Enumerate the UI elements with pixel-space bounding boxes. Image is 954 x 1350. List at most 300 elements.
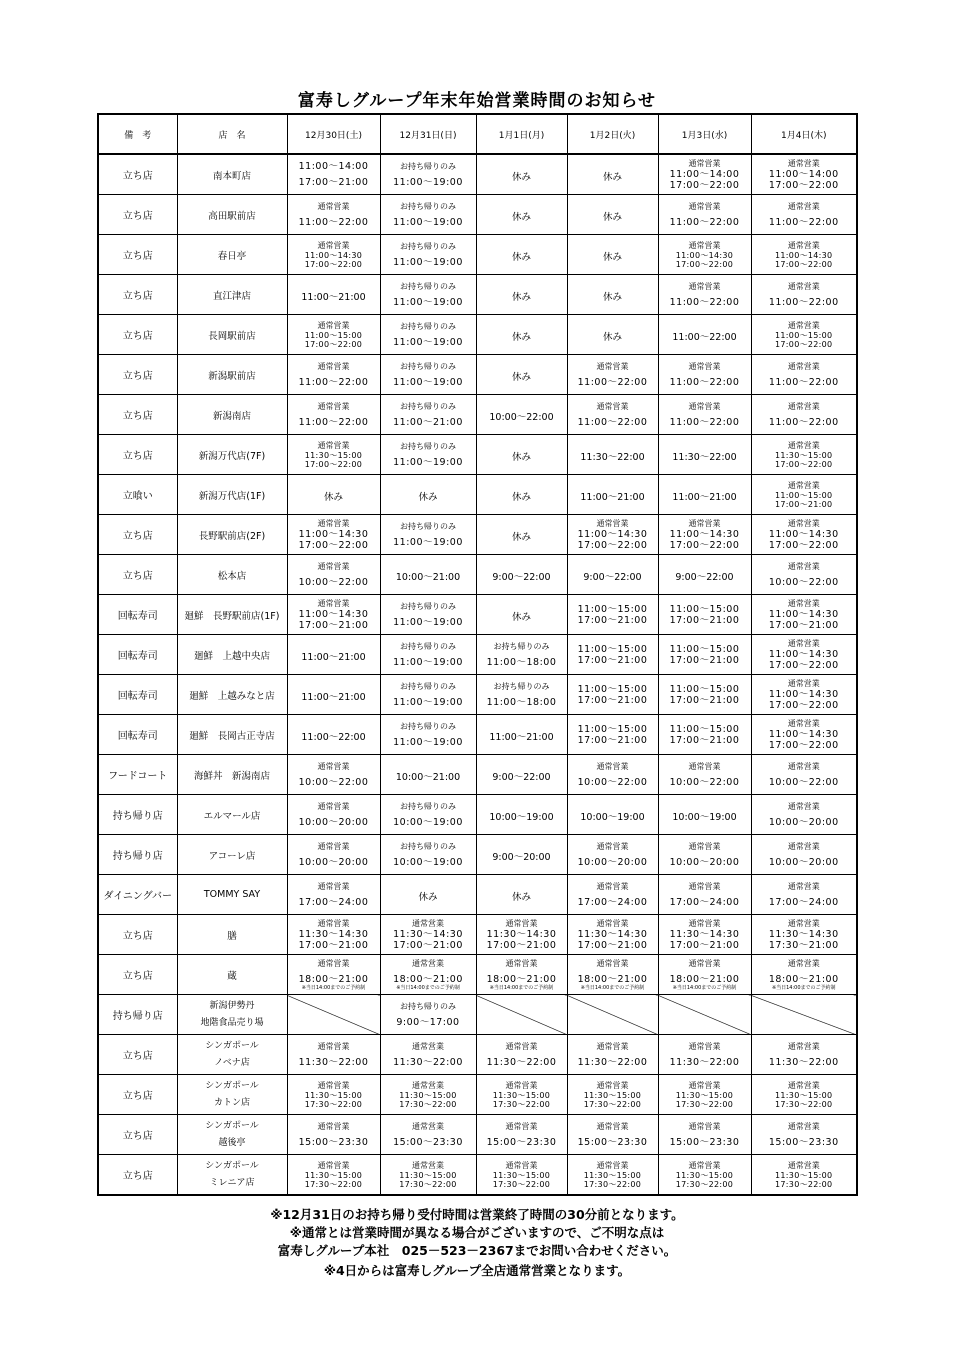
hours-line: 11:00～18:00 <box>486 656 557 668</box>
day-cell <box>751 195 857 235</box>
hours-label: お持ち帰りのみ <box>400 201 456 211</box>
store-name-line: カトン店 <box>213 1097 250 1108</box>
day-cell <box>658 475 751 515</box>
day-cell <box>658 715 751 755</box>
hours-text: 10:00～21:00 <box>395 572 461 583</box>
hours-line: 17:00～24:00 <box>298 896 369 908</box>
day-cell <box>476 875 567 915</box>
hours-label: 通常営業 <box>787 440 820 450</box>
footer-note-3: ※4日からは富寿しグループ全店通常営業となります。 <box>323 1263 631 1278</box>
hours-label: 通常営業 <box>317 918 350 928</box>
hours-label: 通常営業 <box>317 361 350 371</box>
day-cell <box>751 515 857 555</box>
hours-text: 11:00～21:00 <box>672 492 737 503</box>
day-cell <box>751 755 857 795</box>
store-name-line: 長岡駅前店 <box>208 330 256 342</box>
hours-line: 11:00～15:00 <box>775 330 833 340</box>
table-row <box>98 715 857 755</box>
day-cell <box>287 435 380 475</box>
day-cell <box>751 675 857 715</box>
day-cell <box>476 355 567 395</box>
hours-line: 17:30～22:00 <box>583 1099 642 1109</box>
day-cell <box>658 395 751 435</box>
hours-label: 通常営業 <box>787 598 820 608</box>
day-cell <box>380 275 476 315</box>
hours-label: 通常営業 <box>787 678 820 688</box>
day-cell <box>476 154 567 195</box>
hours-line: 17:00～21:00 <box>298 939 369 951</box>
hours-line: 15:00～23:30 <box>393 1136 463 1148</box>
hours-text: 10:00～19:00 <box>489 812 554 823</box>
hours-label: 通常営業 <box>317 1121 350 1131</box>
hours-line: 18:00～21:00 <box>768 973 839 985</box>
day-cell <box>658 595 751 635</box>
hours-line: 11:00～19:00 <box>393 296 463 308</box>
header-row <box>98 114 857 154</box>
hours-line: 11:00～14:00 <box>298 161 369 172</box>
day-cell <box>567 955 658 995</box>
day-cell <box>751 595 857 635</box>
hours-line: 10:00～19:00 <box>393 856 463 868</box>
day-cell <box>751 835 857 875</box>
hours-line: 11:00～14:30 <box>775 250 833 260</box>
row-note: 立ち店 <box>98 955 177 995</box>
day-cell <box>751 1075 857 1115</box>
hours-line: 17:30～22:00 <box>775 1099 833 1109</box>
hours-line: 11:30～15:00 <box>675 1170 734 1180</box>
hours-line: 10:00～22:00 <box>768 776 839 788</box>
schedule-table <box>97 113 858 1196</box>
hours-label: 通常営業 <box>787 240 820 250</box>
hours-text: 休み <box>511 172 531 183</box>
table-row <box>98 675 857 715</box>
table-row <box>98 235 857 275</box>
day-cell <box>287 475 380 515</box>
hours-line: 17:30～22:00 <box>775 1179 833 1189</box>
hours-line: 17:30～22:00 <box>304 1099 363 1109</box>
hours-label: お持ち帰りのみ <box>400 1001 456 1011</box>
day-cell <box>567 795 658 835</box>
hours-label: 通常営業 <box>787 881 820 891</box>
store-name-line: 廻鮮 上越中央店 <box>193 650 270 662</box>
hours-line: 17:00～24:00 <box>577 896 648 908</box>
day-cell <box>567 195 658 235</box>
hours-label: 通常営業 <box>787 1160 820 1170</box>
table-row <box>98 515 857 555</box>
table-row <box>98 835 857 875</box>
store-name <box>177 395 287 435</box>
row-note: 立ち店 <box>98 1075 177 1115</box>
hours-label: 通常営業 <box>317 240 350 250</box>
day-cell <box>476 595 567 635</box>
hours-line: 11:00～19:00 <box>393 616 463 628</box>
hours-label: 通常営業 <box>317 801 350 811</box>
hours-text: 休み <box>418 892 438 903</box>
hours-text: 11:30～22:00 <box>672 452 737 463</box>
hours-label: 通常営業 <box>787 480 820 490</box>
hours-text: 休み <box>511 292 531 303</box>
store-name-line: 長野駅前店(2F) <box>198 530 266 542</box>
hours-line: 11:00～19:00 <box>393 456 463 468</box>
hours-text: 休み <box>418 492 438 503</box>
hours-line: 11:00～22:00 <box>298 416 369 428</box>
day-cell <box>658 1035 751 1075</box>
hours-text: 10:00～22:00 <box>489 412 554 423</box>
table-row <box>98 355 857 395</box>
row-note: 立ち店 <box>98 275 177 315</box>
table-row <box>98 955 857 995</box>
hours-line: 17:00～21:00 <box>669 734 740 746</box>
hours-line: 11:00～14:30 <box>577 528 648 540</box>
day-cell <box>567 875 658 915</box>
day-cell <box>658 435 751 475</box>
day-cell <box>567 1035 658 1075</box>
hours-line: 10:00～22:00 <box>298 576 369 588</box>
day-cell <box>380 955 476 995</box>
day-cell <box>751 555 857 595</box>
day-cell <box>658 1115 751 1155</box>
hours-line: 15:00～23:30 <box>577 1136 648 1148</box>
day-cell <box>567 435 658 475</box>
day-cell <box>658 875 751 915</box>
hours-line: 11:00～15:00 <box>669 603 740 615</box>
hours-line: 11:00～19:00 <box>393 536 463 548</box>
hours-text: 休み <box>511 452 531 463</box>
hours-text: 11:00～21:00 <box>580 492 645 503</box>
day-cell <box>287 1155 380 1196</box>
hours-line: 11:00～14:30 <box>768 608 839 620</box>
hours-text: 休み <box>511 612 531 623</box>
hours-line: 11:30～22:00 <box>669 1056 740 1068</box>
hours-line: 11:30～15:00 <box>304 450 363 460</box>
hours-label: 通常営業 <box>688 281 721 291</box>
hours-text: 休み <box>602 252 622 263</box>
hours-label: お持ち帰りのみ <box>493 681 550 691</box>
hours-line: 17:00～22:00 <box>669 539 740 551</box>
hours-line: 11:30～15:00 <box>492 1090 551 1100</box>
hours-line: 10:00～20:00 <box>298 816 369 828</box>
day-cell <box>287 154 380 195</box>
hours-label: 通常営業 <box>787 958 820 968</box>
day-cell <box>567 1155 658 1196</box>
hours-line: 11:00～15:00 <box>304 330 363 340</box>
hours-label: 通常営業 <box>596 401 629 411</box>
store-name-line: 廻鮮 上越みなと店 <box>189 690 275 702</box>
hours-line: 11:30～14:30 <box>669 928 740 940</box>
hours-label: 通常営業 <box>317 1041 350 1051</box>
hours-line: 11:00～14:30 <box>298 608 369 620</box>
hours-line: 17:00～22:00 <box>775 259 833 269</box>
hours-line: 11:00～15:00 <box>577 723 648 735</box>
hours-text: 休み <box>511 252 531 263</box>
header-jan2: 1月2日(火) <box>567 114 658 154</box>
hours-line: 11:00～19:00 <box>393 256 463 268</box>
hours-label: 通常営業 <box>317 201 350 211</box>
hours-text: 11:00～22:00 <box>301 732 366 743</box>
hours-line: 10:00～22:00 <box>577 776 648 788</box>
day-cell <box>567 675 658 715</box>
hours-line: 10:00～22:00 <box>669 776 740 788</box>
hours-line: 17:00～22:00 <box>775 459 833 469</box>
table-row <box>98 1075 857 1115</box>
day-cell <box>751 154 857 195</box>
day-cell <box>287 755 380 795</box>
row-note: 立ち店 <box>98 515 177 555</box>
table-row <box>98 395 857 435</box>
hours-line: 17:00～21:00 <box>577 614 648 626</box>
header-dec31: 12月31日(日) <box>380 114 476 154</box>
row-note: 回転寿司 <box>98 595 177 635</box>
day-cell <box>380 475 476 515</box>
hours-label: 通常営業 <box>688 1160 721 1170</box>
store-name <box>177 1075 287 1115</box>
day-cell <box>567 235 658 275</box>
hours-line: 17:30～21:00 <box>768 939 839 951</box>
day-cell <box>380 795 476 835</box>
hours-line: 11:30～22:00 <box>486 1056 557 1068</box>
store-name <box>177 195 287 235</box>
store-name <box>177 635 287 675</box>
hours-label: 通常営業 <box>596 761 629 771</box>
hours-line: 18:00～21:00 <box>393 973 463 985</box>
hours-line: 11:00～22:00 <box>669 376 740 388</box>
hours-label: 通常営業 <box>317 1160 350 1170</box>
store-name-line: ノベナ店 <box>214 1057 250 1068</box>
day-cell <box>476 955 567 995</box>
day-cell <box>751 915 857 955</box>
row-note: 立ち店 <box>98 555 177 595</box>
hours-line: 17:00～22:00 <box>768 739 839 751</box>
day-cell <box>658 1075 751 1115</box>
closed-slash-cell <box>658 995 751 1035</box>
store-name <box>177 555 287 595</box>
day-cell <box>380 195 476 235</box>
hours-line: 17:00～22:00 <box>675 259 734 269</box>
hours-label: 通常営業 <box>596 1041 629 1051</box>
hours-line: 17:30～22:00 <box>492 1179 551 1189</box>
store-name-line: 廻鮮 長野駅前店(1F) <box>184 610 280 622</box>
day-cell <box>567 1075 658 1115</box>
day-cell <box>476 195 567 235</box>
hours-line: 17:30～22:00 <box>399 1099 457 1109</box>
day-cell <box>380 235 476 275</box>
hours-text: 9:00～20:00 <box>492 852 551 863</box>
closed-slash-cell <box>751 995 857 1035</box>
hours-line: 17:00～22:00 <box>768 179 839 191</box>
hours-line: 10:00～20:00 <box>577 856 648 868</box>
store-name-line: 新潟駅前店 <box>208 370 256 382</box>
hours-line: 17:00～24:00 <box>669 896 740 908</box>
hours-line: 11:00～15:00 <box>577 683 648 695</box>
day-cell <box>287 835 380 875</box>
day-cell <box>751 475 857 515</box>
day-cell <box>751 955 857 995</box>
hours-label: 通常営業 <box>505 1160 538 1170</box>
row-note: 立ち店 <box>98 1155 177 1196</box>
hours-line: 11:00～19:00 <box>393 336 463 348</box>
day-cell <box>476 1155 567 1196</box>
hours-line: 11:30～15:00 <box>775 1090 833 1100</box>
day-cell <box>287 675 380 715</box>
store-name <box>177 995 287 1035</box>
closed-slash-cell <box>476 995 567 1035</box>
hours-label: 通常営業 <box>317 561 350 571</box>
day-cell <box>751 715 857 755</box>
day-cell <box>476 475 567 515</box>
hours-label: 通常営業 <box>688 918 721 928</box>
day-cell <box>380 154 476 195</box>
hours-text: 9:00～22:00 <box>583 572 642 583</box>
hours-label: 通常営業 <box>787 1041 820 1051</box>
hours-label: 通常営業 <box>505 918 538 928</box>
day-cell <box>658 675 751 715</box>
day-cell <box>287 395 380 435</box>
hours-label: 通常営業 <box>787 281 820 291</box>
hours-text: 休み <box>602 172 622 183</box>
hours-label: 通常営業 <box>787 841 820 851</box>
hours-label: 通常営業 <box>317 958 350 968</box>
hours-line: 17:00～22:00 <box>304 339 363 349</box>
table-row <box>98 435 857 475</box>
store-name <box>177 795 287 835</box>
reservation-note: ※当日14:00までのご予約制 <box>771 984 836 991</box>
day-cell <box>567 835 658 875</box>
hours-label: 通常営業 <box>787 518 820 528</box>
day-cell <box>751 1035 857 1075</box>
store-name-line: 松本店 <box>217 570 247 582</box>
day-cell <box>658 515 751 555</box>
table-row <box>98 1155 857 1196</box>
closed-slash-cell <box>287 995 380 1035</box>
hours-text: 休み <box>602 332 622 343</box>
day-cell <box>380 1075 476 1115</box>
hours-label: 通常営業 <box>412 1041 444 1051</box>
hours-line: 17:00～21:00 <box>669 694 740 706</box>
reservation-note: ※当日14:00までのご予約制 <box>580 984 645 991</box>
hours-label: お持ち帰りのみ <box>493 641 550 651</box>
footer-contact: 富寿しグループ本社 025－523－2367までお問い合わせください。 <box>277 1243 677 1258</box>
store-name <box>177 154 287 195</box>
header-jan3: 1月3日(水) <box>658 114 751 154</box>
hours-line: 9:00～17:00 <box>396 1016 460 1028</box>
day-cell <box>287 915 380 955</box>
hours-line: 11:00～22:00 <box>669 296 740 308</box>
day-cell <box>380 315 476 355</box>
store-name-line: 新潟万代店(1F) <box>198 490 266 502</box>
hours-line: 11:00～22:00 <box>768 376 839 388</box>
row-note: 立喰い <box>98 475 177 515</box>
hours-label: 通常営業 <box>596 881 629 891</box>
day-cell <box>287 315 380 355</box>
day-cell <box>287 1075 380 1115</box>
hours-line: 11:30～14:30 <box>393 928 463 940</box>
day-cell <box>476 1115 567 1155</box>
hours-text: 休み <box>323 492 343 503</box>
hours-label: 通常営業 <box>317 881 350 891</box>
hours-line: 11:00～14:00 <box>669 168 740 180</box>
hours-text: 休み <box>511 892 531 903</box>
store-name-line: 高田駅前店 <box>208 210 256 222</box>
hours-line: 10:00～20:00 <box>669 856 740 868</box>
hours-label: 通常営業 <box>688 158 721 168</box>
hours-line: 11:00～14:30 <box>768 728 839 740</box>
day-cell <box>658 195 751 235</box>
day-cell <box>658 635 751 675</box>
hours-label: お持ち帰りのみ <box>400 241 456 251</box>
row-note: 回転寿司 <box>98 635 177 675</box>
store-name-line: 南本町店 <box>212 170 251 182</box>
day-cell <box>287 715 380 755</box>
day-cell <box>287 555 380 595</box>
hours-line: 11:00～22:00 <box>577 416 648 428</box>
hours-label: 通常営業 <box>688 1121 721 1131</box>
day-cell <box>380 1115 476 1155</box>
hours-line: 15:00～23:30 <box>298 1136 369 1148</box>
table-row <box>98 1035 857 1075</box>
row-note: 立ち店 <box>98 395 177 435</box>
store-name <box>177 915 287 955</box>
hours-line: 18:00～21:00 <box>298 973 369 985</box>
hours-line: 10:00～22:00 <box>768 576 839 588</box>
hours-line: 11:30～14:30 <box>486 928 557 940</box>
hours-line: 17:00～21:00 <box>577 734 648 746</box>
day-cell <box>476 795 567 835</box>
row-note: フードコート <box>98 755 177 795</box>
hours-line: 11:30～14:30 <box>768 928 839 940</box>
hours-line: 11:00～15:00 <box>577 643 648 655</box>
day-cell <box>658 235 751 275</box>
hours-label: お持ち帰りのみ <box>400 361 456 371</box>
hours-label: 通常営業 <box>412 1121 444 1131</box>
hours-text: 11:00～21:00 <box>301 292 366 303</box>
hours-label: 通常営業 <box>317 1080 350 1090</box>
day-cell <box>658 755 751 795</box>
day-cell <box>567 275 658 315</box>
hours-line: 11:30～15:00 <box>304 1170 363 1180</box>
hours-label: 通常営業 <box>787 401 820 411</box>
day-cell <box>751 235 857 275</box>
day-cell <box>751 1155 857 1196</box>
hours-text: 休み <box>511 372 531 383</box>
store-name <box>177 1115 287 1155</box>
table-row <box>98 635 857 675</box>
day-cell <box>751 875 857 915</box>
hours-text: 10:00～21:00 <box>395 772 461 783</box>
hours-label: 通常営業 <box>317 518 350 528</box>
day-cell <box>380 675 476 715</box>
day-cell <box>287 195 380 235</box>
hours-line: 17:00～21:00 <box>768 619 839 631</box>
hours-label: 通常営業 <box>787 918 820 928</box>
hours-line: 11:00～22:00 <box>768 296 839 308</box>
hours-label: 通常営業 <box>787 801 820 811</box>
hours-line: 11:30～14:30 <box>577 928 648 940</box>
store-name <box>177 955 287 995</box>
hours-line: 11:30～22:00 <box>577 1056 648 1068</box>
hours-line: 11:00～22:00 <box>768 216 839 228</box>
hours-line: 11:00～19:00 <box>393 216 463 228</box>
hours-label: 通常営業 <box>317 841 350 851</box>
store-name <box>177 315 287 355</box>
store-name-line: 海鮮丼 新潟南店 <box>193 770 270 782</box>
hours-line: 11:00～15:00 <box>669 723 740 735</box>
day-cell <box>658 315 751 355</box>
hours-label: お持ち帰りのみ <box>400 841 456 851</box>
hours-label: 通常営業 <box>505 1121 538 1131</box>
row-note: 立ち店 <box>98 1035 177 1075</box>
day-cell <box>476 275 567 315</box>
hours-line: 17:00～22:00 <box>669 179 740 191</box>
